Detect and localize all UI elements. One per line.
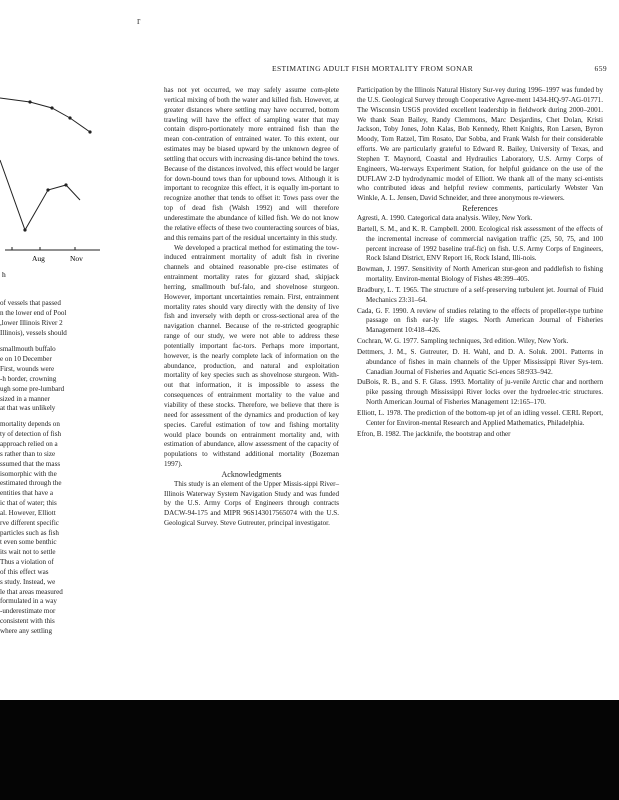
body-line: approach relied on a: [0, 439, 58, 448]
right-column: [357, 86, 603, 441]
running-header: [272, 64, 607, 76]
figure-caption-fragment: [0, 299, 108, 338]
caption-line: of vessels that passed: [0, 299, 61, 307]
body-line: isomorphic with the: [0, 469, 57, 478]
reference-entry: Cochran, W. G. 1977. Sampling techniques, 3rd edition. Wiley, New York.: [357, 337, 569, 346]
left-column-fragment: [0, 299, 108, 637]
body-line: e on 10 December: [0, 355, 52, 364]
middle-column: [164, 86, 339, 529]
body-line: of this effect was: [0, 567, 49, 576]
reference-entry: Agresti, A. 1990. Categorical data analysis. Wiley, New York.: [357, 213, 533, 222]
series-point: [23, 228, 26, 231]
corner-mark: r: [137, 16, 141, 27]
body-line: underestimate mor-: [0, 607, 56, 616]
reference-entry: Bowman, J. 1997. Sensitivity of North American stur-geon and paddlefish to fishing mortality. Environ-mental Biology of Fishes 48:399–405.: [357, 265, 603, 284]
series-point: [64, 183, 67, 186]
reference-entry: Cada, G. F. 1990. A review of studies relating to the effects of propeller-type turbine passage on fish ear-ly life stages. North American Journal of Fisheries Management 10:418–426.: [357, 306, 603, 335]
acknowledgments-heading: Acknowledgments: [221, 469, 282, 479]
body-line: Thus a violation of: [0, 558, 54, 567]
series-point: [88, 130, 91, 133]
series-point: [28, 100, 31, 103]
reference-entry: Dettmers, J. M., S. Gutreuter, D. H. Wahl, and D. A. Soluk. 2001. Patterns in abundance of fishes in main channels of the Upper Mississippi River Sys-tem. Canadian Journal of Fisheries and Aquatic Sci-ences 58:933–942.: [357, 347, 603, 376]
body-line: ic that of water; this: [0, 499, 57, 508]
body-line: smallmouth buffalo: [0, 345, 56, 354]
body-paragraph: We developed a practical method for estimating the tow-induced entrainment mortality of adult fish in riverine channels and obtained reasonable pre-cise estimates of entrainment mortality rates for gizzard shad, skipjack herring, smallmouth buf-falo, and shovelnose sturgeon. However, important uncertainties remain. First, entrainment mortality rates should vary directly with the density of live fish and inversely with depth or cross-sectional area of the navigation channel. Because of the re-stricted geographic range of our study, we were not able to address these potentially important fac-tors. Perhaps more important, however, is the nearly complete lack of information on the abundance, production, and natural and exploitation mortality of key species such as shovelnose sturgeon. With-out that information, it is impossible to assess the consequences of entrainment mortality to the value and viability of these stocks. Therefore, we believe that there is need for assessment of the dynamics and production of key species. Careful estimation of tow and fishing mortality would place bounds on entrainment mortality and, with estimation of abundance, allow assessment of the capacity of populations to withstand additional mortality (Bozeman 1997).: [164, 243, 339, 469]
body-line: sized in a manner: [0, 394, 50, 403]
acknowledgments-continued: Participation by the Illinois Natural History Sur-vey during 1996–1997 was funded by the U.S. Geological Survey through Cooperative Agree-ment 1434-HQ-97-AG-01771. The Wisconsin USGS provided excellent leadership in fieldwork during 2000–2001. We thank Sean Bailey, Randy Clemmons, Marc Desjardins, Chet Dolan, Kristi Jackson, Toby Jones, John Kalas, Bob Kennedy, Rhett Knights, Ron Larsen, Byron Moody, Tom Ratzel, Tim Rosato, Dar Sobba, and Frank Walsh for their considerable efforts. We are particularly grateful to Edward R. Bailey, University of Texas, and Stephen T. Maynord, Coastal and Hydraulics Laboratory, U.S. Army Corps of Engineers, Wa-terways Experiment Station, for helpful guidance on the use of the DUFLAW 2-D hydrodynamic model of Elliott. We thank all of the many sci-entists who contributed ideas and helpful review comments, particularly Webster Van Winkle, A. L. Jensen, David Schneider, and three anonymous re-viewers.: [357, 86, 603, 203]
body-line: ty of detection of fish: [0, 430, 62, 439]
body-line: rve different specific: [0, 518, 59, 527]
reference-entry: Elliott, L. 1978. The prediction of the bottom-up jet of an idling vessel. CERL Report, Center for Environ-mental Research and Applied Mathematics, Philadelphia.: [357, 409, 603, 427]
body-paragraph: has not yet occurred, we may safely assume com-plete vertical mixing of both the water and killed fish. However, at greater distances where settling may have occurred, bottom trawling will have the effect of sampling water that may contain dispro-portionately more entrained fish than the mean con-centration of entrained water. To this extent, our estimates may be biased upward by the unknown degree of settling that occurs with increasing dis-tance behind the tows. Because of the distances involved, this effect would be larger for down-bound tows than for upbound tows. Although it is important to recognize this effect, it is equally im-portant to recognize another that tends to offset it: Tows pass over the top of dead fish (Walsh 1992) and will therefore underestimate the abundance of killed fish. We do not know the relative effects of these two counteracting sources of bias, and this remains part of the residual uncertainty in this study.: [164, 86, 339, 242]
body-line: ssumed that the mass: [0, 459, 61, 468]
reference-entry: DuBois, R. B., and S. F. Glass. 1993. Mortality of ju-venile Arctic char and northern pike passing through Mississippi River locks over the hydroelec-tric structures. North American Journal of Fisheries Management 12:165–170.: [357, 378, 603, 407]
series-line-upper: [0, 98, 90, 132]
body-line: estimated through the: [0, 479, 62, 488]
body-line: particles such as fish: [0, 528, 59, 537]
reference-entry: Efron, B. 1982. The jackknife, the bootstrap and other: [357, 429, 511, 438]
reference-list: [357, 214, 603, 440]
acknowledgments-text: This study is an element of the Upper Missis-sippi River–Illinois Waterway System Navigation Study and was funded by the U.S. Army Corps of Engineers through contracts DACW-94-175 and MIPR 96S143017565074 with the U.S. Geological Survey. Steve Gutreuter, principal investigator.: [164, 479, 339, 528]
body-line: mortality depends on: [0, 420, 60, 429]
body-line: at that was unlikely: [0, 404, 56, 413]
body-line: ugh some pre-lumbard: [0, 384, 65, 393]
body-line: consistent with this: [0, 617, 55, 626]
references-heading: References: [462, 204, 498, 214]
body-line: entities that have a: [0, 489, 53, 498]
caption-line: 2 lower Illinois River,: [0, 318, 63, 327]
body-line: h border, crowning-: [0, 374, 57, 383]
series-line-lower: [0, 160, 80, 230]
body-line: s study. Instead, we: [0, 577, 56, 586]
figure-line-plot: [0, 80, 100, 285]
body-line: t even some benthic: [0, 538, 57, 547]
series-point: [50, 106, 53, 109]
x-label-aug: Aug: [32, 254, 45, 263]
series-point: [46, 188, 49, 191]
left-column-body: [0, 345, 108, 636]
page-number: 659: [594, 64, 607, 73]
body-line: formulated in a way: [0, 597, 57, 606]
body-line: First, wounds were: [0, 365, 55, 374]
running-title: ESTIMATING ADULT FISH MORTALITY FROM SONAR: [272, 64, 474, 73]
series-point: [68, 116, 71, 119]
figure-fragment: [0, 80, 100, 285]
reference-entry: Bartell, S. M., and K. R. Campbell. 2000. Ecological risk assessment of the effects of the incremental increase of commercial navigation traffic (25, 50, 75, and 100 percent increase of 1992 baseline traf-fic) on fish. U.S. Army Corps of Engineers, Rock Island District, ENV Report 16, Rock Island, Illi-nois.: [357, 224, 603, 263]
body-line: al. However, Elliott: [0, 508, 56, 517]
x-label-nov: Nov: [70, 254, 83, 263]
reference-entry: Bradbury, L. T. 1965. The structure of a self-preserving turbulent jet. Journal of Fluid Mechanics 23:31–64.: [357, 285, 603, 304]
body-line: where any settling: [0, 627, 53, 635]
caption-line: Illinois), vessels should: [0, 328, 67, 337]
panel-letter: h: [2, 270, 6, 279]
body-line: le that areas measured: [0, 587, 63, 596]
body-line: its wait not to settle: [0, 548, 56, 557]
caption-line: n the lower end of Pool: [0, 308, 67, 317]
body-line: s rather than to size: [0, 449, 56, 458]
scan-dark-band: [0, 700, 619, 800]
